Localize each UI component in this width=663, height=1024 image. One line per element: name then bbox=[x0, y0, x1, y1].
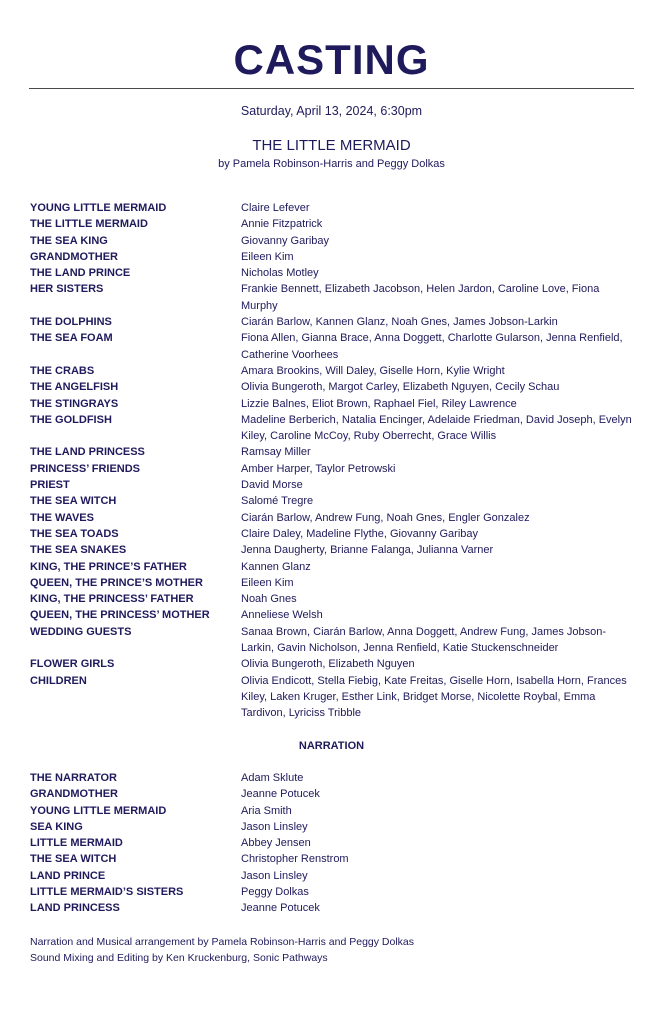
role-name: THE WAVES bbox=[30, 511, 94, 524]
cast-row bbox=[30, 803, 640, 819]
actor-names: Christopher Renstrom bbox=[241, 853, 349, 866]
actor-names: Giovanny Garibay bbox=[241, 234, 330, 247]
cast-row bbox=[30, 624, 640, 657]
performance-date: Saturday, April 13, 2024, 6:30pm bbox=[240, 104, 423, 118]
cast-row bbox=[30, 786, 640, 802]
role-name: PRIEST bbox=[30, 479, 70, 492]
role-name: THE SEA KING bbox=[30, 234, 108, 247]
actor-names: Kannen Glanz bbox=[241, 560, 311, 573]
actor-names: Noah Gnes bbox=[241, 593, 297, 606]
narration-cast-list bbox=[30, 770, 640, 917]
credit-line: Sound Mixing and Editing by Ken Kruckenburg, Sonic Pathways bbox=[30, 952, 328, 964]
actor-names: Amara Brookins, Will Daley, Giselle Horn, Kylie Wright bbox=[241, 364, 505, 377]
role-name: THE SEA TOADS bbox=[30, 527, 119, 540]
cast-row bbox=[30, 379, 640, 395]
actor-names: Claire Lefever bbox=[241, 202, 310, 214]
actor-names: Ramsay Miller bbox=[241, 446, 311, 459]
actor-names: Peggy Dolkas bbox=[241, 886, 309, 899]
role-name: THE SEA SNAKES bbox=[30, 544, 127, 557]
cast-row bbox=[30, 216, 640, 232]
actor-names: Ciarán Barlow, Andrew Fung, Noah Gnes, Engler Gonzalez bbox=[241, 511, 530, 524]
actor-names: Lizzie Balnes, Eliot Brown, Raphael Fiel, Riley Lawrence bbox=[241, 397, 517, 410]
actor-names: Anneliese Welsh bbox=[241, 609, 323, 622]
role-name: THE NARRATOR bbox=[30, 772, 117, 784]
actor-names: Adam Sklute bbox=[241, 772, 304, 784]
actor-names: Madeline Berberich, Natalia Encinger, Adelaide Friedman, David Joseph, Evelyn Kiley, Caroline McCoy, Ruby Oberrecht, Grace Willis bbox=[241, 413, 632, 443]
actor-names: Salomé Tregre bbox=[241, 495, 314, 508]
cast-row bbox=[30, 884, 640, 900]
actor-names: Aria Smith bbox=[241, 804, 292, 817]
actor-names: Abbey Jensen bbox=[241, 837, 311, 850]
actor-names: Jeanne Potucek bbox=[241, 902, 320, 915]
actor-names: Jason Linsley bbox=[241, 820, 308, 833]
role-name: THE DOLPHINS bbox=[30, 316, 112, 329]
actor-names: Jenna Daugherty, Brianne Falanga, Julianna Varner bbox=[241, 544, 494, 557]
role-name: THE ANGELFISH bbox=[30, 381, 119, 394]
actor-names: Ciarán Barlow, Kannen Glanz, Noah Gnes, James Jobson-Larkin bbox=[241, 316, 558, 329]
actor-names: Annie Fitzpatrick bbox=[241, 218, 323, 231]
role-name: LITTLE MERMAID’S SISTERS bbox=[30, 886, 184, 899]
actor-names: Jeanne Potucek bbox=[241, 788, 320, 801]
role-name: CHILDREN bbox=[30, 674, 87, 687]
page-title: CASTING bbox=[233, 36, 430, 83]
cast-row bbox=[30, 265, 640, 281]
show-authors: by Pamela Robinson-Harris and Peggy Dolkas bbox=[218, 158, 445, 170]
cast-row bbox=[30, 412, 640, 445]
actor-names: Sanaa Brown, Ciarán Barlow, Anna Doggett, Andrew Fung, James Jobson-Larkin, Gavin Nicholson, Jenna Renfield, Katie Stuckenschneider bbox=[241, 625, 607, 655]
show-title: THE LITTLE MERMAID bbox=[252, 137, 411, 154]
cast-row bbox=[30, 868, 640, 884]
role-name: THE LITTLE MERMAID bbox=[30, 218, 148, 231]
cast-row bbox=[30, 493, 640, 509]
actor-names: Olivia Bungeroth, Margot Carley, Elizabeth Nguyen, Cecily Schau bbox=[241, 381, 560, 394]
cast-row bbox=[30, 591, 640, 607]
role-name: THE SEA FOAM bbox=[30, 332, 113, 345]
role-name: THE SEA WITCH bbox=[30, 853, 117, 866]
cast-row bbox=[30, 314, 640, 330]
cast-row bbox=[30, 200, 640, 216]
cast-row bbox=[30, 461, 640, 477]
cast-row bbox=[30, 835, 640, 851]
role-name: LITTLE MERMAID bbox=[30, 837, 123, 850]
cast-row bbox=[30, 396, 640, 412]
actor-names: Frankie Bennett, Elizabeth Jacobson, Helen Jardon, Caroline Love, Fiona Murphy bbox=[241, 283, 600, 312]
role-name: LAND PRINCE bbox=[30, 869, 106, 882]
cast-row bbox=[30, 607, 640, 623]
role-name: KING, THE PRINCE’S FATHER bbox=[30, 560, 187, 573]
actor-names: Amber Harper, Taylor Petrowski bbox=[241, 462, 396, 475]
role-name: THE CRABS bbox=[30, 364, 95, 377]
credit-line: Narration and Musical arrangement by Pamela Robinson-Harris and Peggy Dolkas bbox=[30, 936, 415, 948]
role-name: HER SISTERS bbox=[30, 283, 104, 296]
actor-names: Olivia Bungeroth, Elizabeth Nguyen bbox=[241, 658, 415, 671]
cast-row bbox=[30, 673, 640, 722]
role-name: KING, THE PRINCESS’ FATHER bbox=[30, 593, 194, 606]
role-name: YOUNG LITTLE MERMAID bbox=[30, 202, 167, 214]
role-name: THE GOLDFISH bbox=[30, 413, 112, 426]
actor-names: Fiona Allen, Gianna Brace, Anna Doggett, Charlotte Gularson, Jenna Renfield, Catherine Voorhees bbox=[241, 332, 623, 361]
role-name: FLOWER GIRLS bbox=[30, 658, 115, 671]
role-name: THE STINGRAYS bbox=[30, 397, 119, 410]
role-name: QUEEN, THE PRINCE’S MOTHER bbox=[30, 576, 203, 589]
actor-names: Jason Linsley bbox=[241, 869, 308, 882]
cast-list bbox=[30, 200, 640, 722]
actor-names: David Morse bbox=[241, 479, 303, 492]
title-divider bbox=[29, 88, 634, 89]
cast-row bbox=[30, 819, 640, 835]
cast-row bbox=[30, 770, 640, 786]
actor-names: Eileen Kim bbox=[241, 576, 294, 589]
cast-row bbox=[30, 542, 640, 558]
role-name: GRANDMOTHER bbox=[30, 250, 118, 263]
cast-row bbox=[30, 526, 640, 542]
cast-row bbox=[30, 281, 640, 314]
cast-row bbox=[30, 656, 640, 672]
cast-row bbox=[30, 559, 640, 575]
role-name: THE LAND PRINCE bbox=[30, 267, 131, 280]
narration-heading: NARRATION bbox=[298, 740, 365, 752]
actor-names: Eileen Kim bbox=[241, 250, 294, 263]
cast-row bbox=[30, 477, 640, 493]
role-name: YOUNG LITTLE MERMAID bbox=[30, 804, 167, 817]
cast-row bbox=[30, 330, 640, 363]
role-name: GRANDMOTHER bbox=[30, 788, 118, 801]
role-name: QUEEN, THE PRINCESS’ MOTHER bbox=[30, 609, 210, 622]
cast-row bbox=[30, 510, 640, 526]
credits bbox=[30, 934, 630, 966]
role-name: WEDDING GUESTS bbox=[30, 625, 132, 638]
cast-row bbox=[30, 249, 640, 265]
cast-row bbox=[30, 363, 640, 379]
actor-names: Nicholas Motley bbox=[241, 267, 319, 280]
cast-row bbox=[30, 851, 640, 867]
role-name: PRINCESS’ FRIENDS bbox=[30, 462, 141, 475]
actor-names: Claire Daley, Madeline Flythe, Giovanny Garibay bbox=[241, 527, 479, 540]
role-name: THE SEA WITCH bbox=[30, 495, 117, 508]
role-name: THE LAND PRINCESS bbox=[30, 446, 145, 459]
actor-names: Olivia Endicott, Stella Fiebig, Kate Freitas, Giselle Horn, Isabella Horn, Frances Kiley, Laken Kruger, Esther Link, Bridget Morse, Nicolette Roybal, Emma Tardivon, Lyriciss Tribble bbox=[241, 674, 627, 720]
role-name: LAND PRINCESS bbox=[30, 902, 120, 915]
cast-row bbox=[30, 900, 640, 916]
cast-row bbox=[30, 575, 640, 591]
cast-row bbox=[30, 233, 640, 249]
cast-row bbox=[30, 444, 640, 460]
role-name: SEA KING bbox=[30, 820, 83, 833]
